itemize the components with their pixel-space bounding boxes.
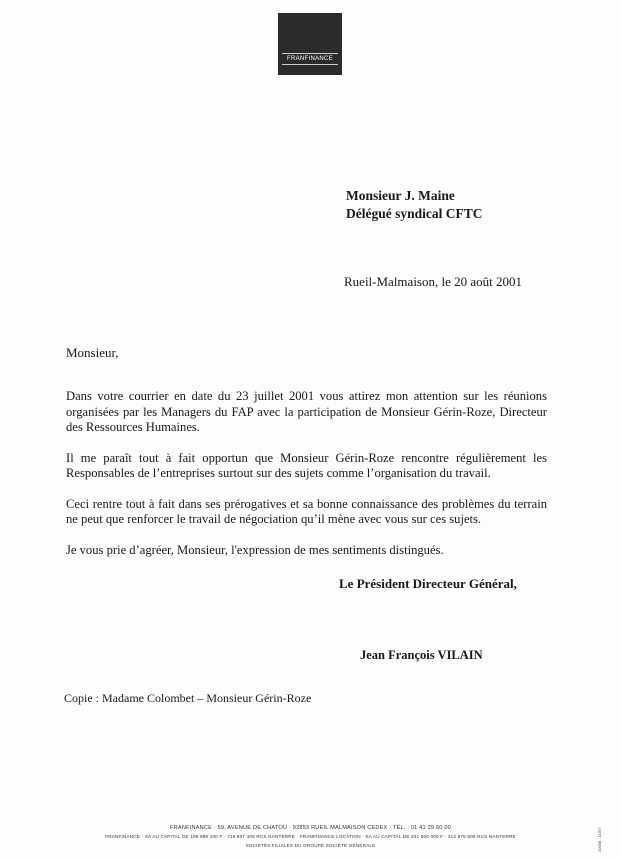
franfinance-logo (278, 13, 342, 75)
logo-rule-top (282, 53, 338, 54)
signatory-name: Jean François VILAIN (360, 648, 483, 662)
recipient-title: Délégué syndical CFTC (346, 206, 483, 221)
body-paragraph-2: Il me paraît tout à fait opportun que Monsieur Gérin-Roze rencontre régulièrement les Responsables de l’entreprises surtout sur des sujets comme l’organisation du travail. (66, 450, 547, 480)
salutation: Monsieur, (66, 345, 119, 360)
letter-date: Rueil-Malmaison, le 20 août 2001 (344, 274, 523, 289)
recipient-name: Monsieur J. Maine (346, 188, 455, 203)
logo-rule-bottom (282, 64, 338, 65)
footer-group: SOCIÉTÉS FILIALES DU GROUPE SOCIÉTÉ GÉNÉRALE (245, 843, 376, 848)
logo-text: FRANFINANCE (287, 56, 333, 62)
signatory-title: Le Président Directeur Général, (339, 576, 517, 591)
form-reference-text: 20008 - 11/97 (597, 827, 602, 852)
copy-recipients: Copie : Madame Colombet – Monsieur Gérin-Roze (64, 691, 312, 705)
form-reference (597, 812, 605, 852)
letter-body (66, 389, 547, 573)
body-paragraph-1: Dans votre courrier en date du 23 juillet 2001 vous attirez mon attention sur les réunions organisées par les Managers du FAP avec la participation de Monsieur Gérin-Roze, Directeur des Ressources Humaines. (66, 389, 547, 434)
footer-address: FRANFINANCE · 59, AVENUE DE CHATOU · 92853 RUEIL MALMAISON CEDEX · TÉL. : 01 41 29 60 00 (170, 825, 451, 831)
footer-legal: FRANFINANCE · SA AU CAPITAL DE 195 986 100 F · 719 807 406 RCS NANTERRE · FRANFINANCE LOCATION · SA AU CAPITAL DE 331 800 000 F · 314 975 806 RCS NANTERRE (105, 834, 516, 839)
closing-formula: Je vous prie d’agréer, Monsieur, l'expression de mes sentiments distingués. (66, 542, 444, 557)
recipient-block (346, 187, 483, 223)
body-paragraph-3: Ceci rentre tout à fait dans ses prérogatives et sa bonne connaissance des problèmes du terrain ne peut que renforcer le travail de négociation qu’il mène avec vous sur ces sujets. (66, 496, 547, 526)
